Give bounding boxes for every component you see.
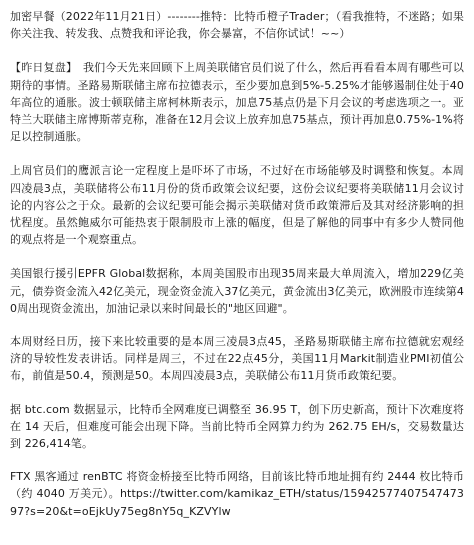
ftx-hacker-paragraph: FTX 黑客通过 renBTC 将资金桥接至比特币网络，目前该比特币地址拥有约 2444 枚比特币（约 4040 万美元）。https://twitter.com/kamikaz_ETH/status/1594257740754747397?s=20&t=oEjkUy75eg8nY5q_KZVYlw: [10, 470, 464, 518]
review-paragraph: 【昨日复盘】 我们今天先来回顾下上周美联储官员们说了什么，然后再看看本周有哪些可以期待的事情。圣路易斯联储主席布拉德表示，至少要加息到5%-5.25%才能够遏制住处于40年高位的通胀。波士顿联储主席柯林斯表示，加息75基点仍是下月会议的考虑选项之一。亚特兰大联储主席博斯蒂克称，准备在12月会议上放弃加息75基点，预计再加息0.75%-1%将足以控制通胀。: [10, 61, 464, 144]
intro-paragraph: 加密早餐（2022年11月21日）--------推特：比特币橙子Trader；（看我推特，不迷路；如果你关注我、转发我、点赞我和评论我，你会暴富，不信你试试！~~）: [10, 10, 464, 41]
fund-flows-paragraph: 美国银行援引EPFR Global数据称，本周美国股市出现35周来最大单周流入，增加229亿美元，债券资金流入42亿美元，现金资金流入37亿美元，黄金流出3亿美元，欧洲股市连续第40周出现资金流出，加油记录以来时间最长的"地区回避"。: [10, 267, 464, 315]
difficulty-paragraph: 据 btc.com 数据显示，比特币全网难度已调整至 36.95 T，创下历史新高，预计下次难度将在 14 天后，但难度可能会出现下降。当前比特币全网算力约为 262.75 EH/s，交易数量达到 226,414笔。: [10, 402, 464, 451]
calendar-paragraph: 本周财经日历，接下来比较重要的是本周三凌晨3点45，圣路易斯联储主席布拉德就宏观经济的导较性发表讲话。同样是周三，不过在22点45分，美国11月Markit制造业PMI初值公布，前值是50.4，预测是50。本周四凌晨3点，美联储公布11月货币政策纪要。: [10, 335, 464, 383]
fomc-minutes-paragraph: 上周官员们的鹰派言论一定程度上是吓坏了市场，不过好在市场能够及时调整和恢复。本周四凌晨3点，美联储将公布11月份的货币政策会议纪要，这份会议纪要将美联储11月会议讨论的内容公之于众。最新的会议纪要可能会揭示美联储对货币政策滞后及其对经济影响的担忧程度。虽然鲍威尔可能热衷于限制股市上涨的幅度，但是了解他的同事中有多少人赞同他的观点将是一个观察重点。: [10, 164, 464, 247]
